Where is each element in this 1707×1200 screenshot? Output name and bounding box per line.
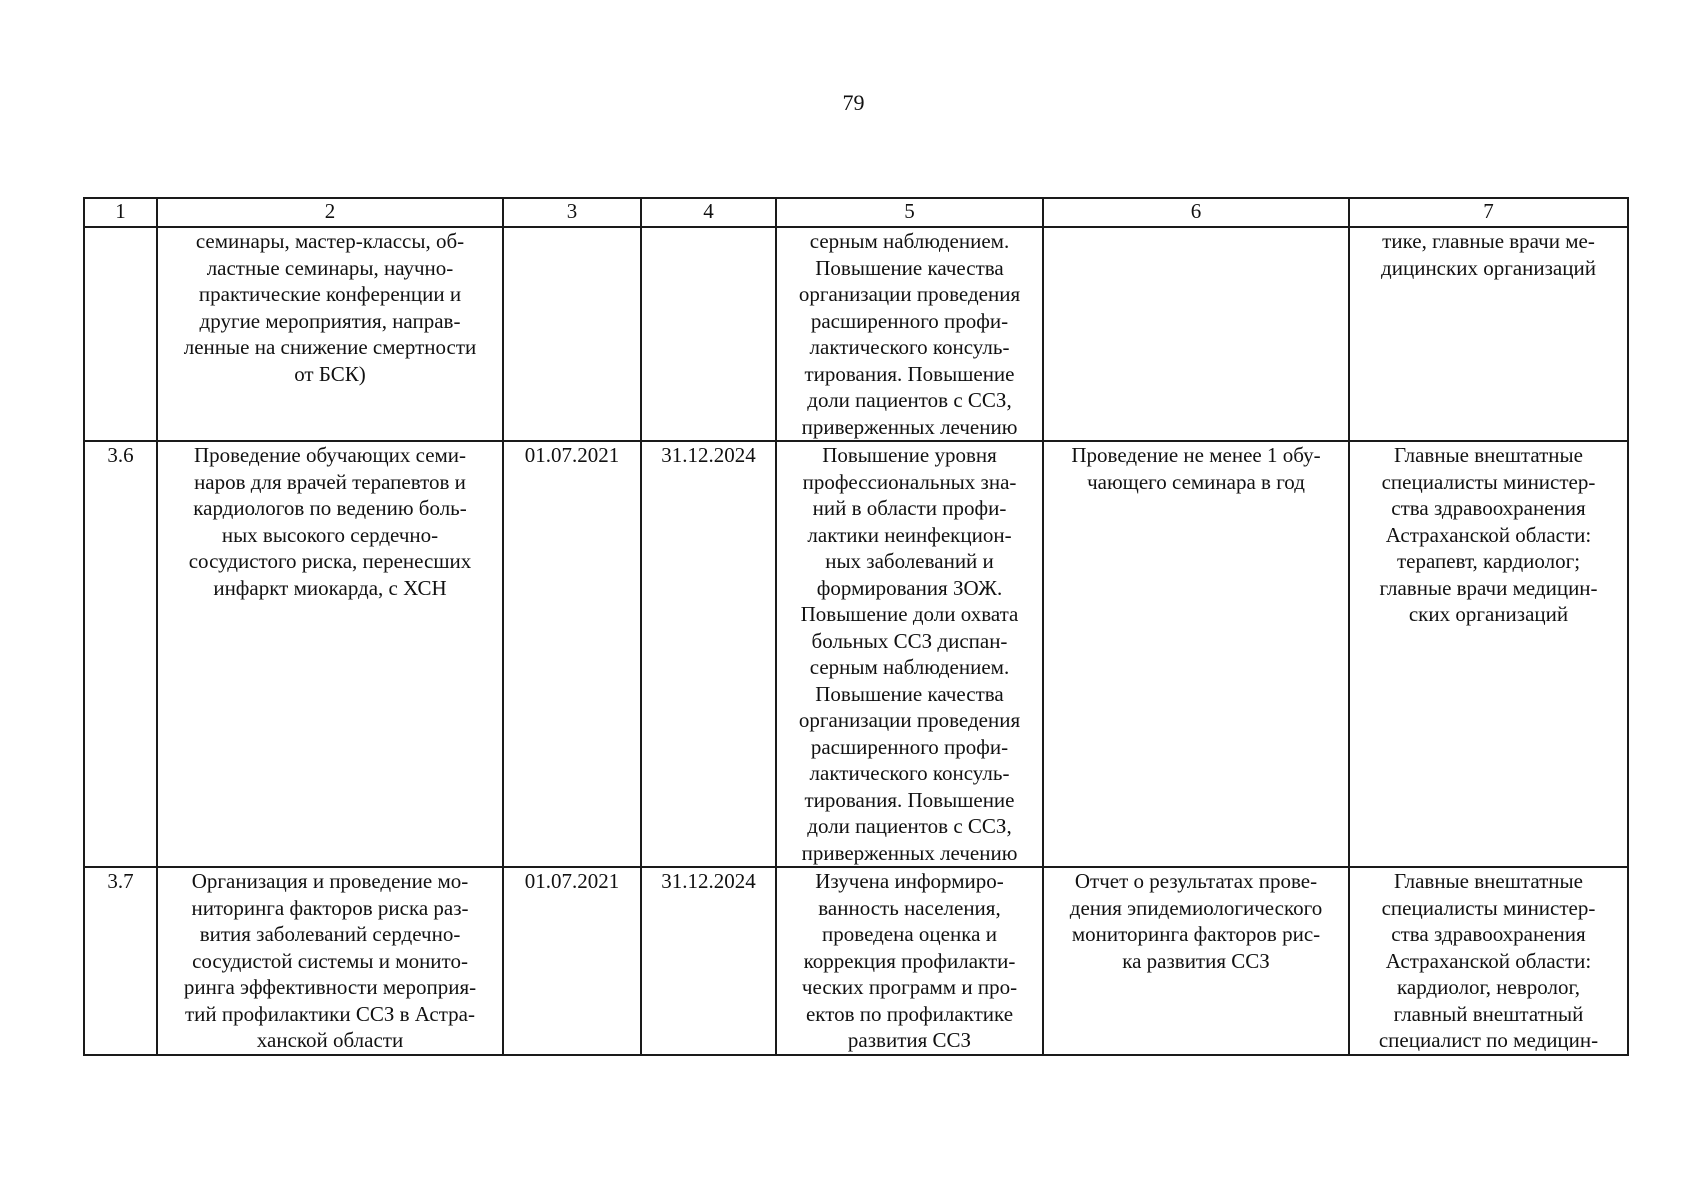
row-number-cell (84, 867, 157, 1055)
column-header-2: 2 (157, 198, 503, 227)
measures-table (83, 197, 1629, 1056)
table-row (84, 867, 1628, 1055)
measure-name: Проведение обучающих семи- наров для врачей терапевтов и кардиологов по ведению боль- ных высокого сердечно- сосудистого риска, перенесших инфаркт миокарда, с ХСН (188, 443, 472, 600)
measure-name: семинары, мастер-классы, об- ластные семинары, научно- практические конференции и другие мероприятия, направ- ленные на снижение смертности от БСК) (183, 229, 477, 386)
column-header-1: 1 (84, 198, 157, 227)
measure-name: Организация и проведение мо- ниторинга факторов риска раз- вития заболеваний сердечно- сосудистой системы и монито- ринга эффективности мероприя- тий профилактики ССЗ в Астра- ханской области (183, 869, 477, 1052)
expected-result: Изучена информиро- ванность населения, проведена оценка и коррекция профилакти- ческих программ и про- ектов по профилактике развития ССЗ (801, 869, 1018, 1052)
end-date: 31.12.2024 (661, 443, 756, 467)
expected-result-cell (776, 441, 1043, 867)
executor: тике, главные врачи ме- дицинских организаций (1381, 229, 1596, 280)
expected-result: Повышение уровня профессиональных зна- ний в области профи- лактики неинфекцион- ных заболеваний и формирования ЗОЖ. Повышение доли охвата больных ССЗ диспан- серным наблюдением. Повышение качества организации проведения расширенного профи- лактического консуль- тирования. Повышение доли пациентов с ССЗ, приверженных лечению (798, 443, 1021, 865)
indicator: Проведение не менее 1 обу- чающего семинара в год (1071, 443, 1321, 494)
page-number: 79 (842, 90, 865, 115)
start-date: 01.07.2021 (524, 443, 620, 467)
start-date-cell (503, 867, 641, 1055)
column-header-3: 3 (503, 198, 641, 227)
measure-name-cell (157, 227, 503, 441)
measure-name-cell (157, 867, 503, 1055)
end-date: 31.12.2024 (661, 869, 756, 893)
table-row (84, 441, 1628, 867)
row-number-cell (84, 227, 157, 441)
executor-cell (1349, 227, 1628, 441)
column-header-4: 4 (641, 198, 776, 227)
end-date-cell (641, 867, 776, 1055)
expected-result: серным наблюдением. Повышение качества организации проведения расширенного профи- лактического консуль- тирования. Повышение доли пациентов с ССЗ, приверженных лечению (798, 229, 1021, 439)
column-header-5: 5 (776, 198, 1043, 227)
indicator: Отчет о результатах прове- дения эпидемиологического мониторинга факторов рис- ка развития ССЗ (1069, 869, 1323, 973)
executor: Главные внештатные специалисты министер- ства здравоохранения Астраханской области: терапевт, кардиолог; главные врачи медицин- ских организаций (1379, 443, 1598, 626)
end-date-cell (641, 227, 776, 441)
table-row (84, 227, 1628, 441)
indicator-cell (1043, 867, 1349, 1055)
start-date: 01.07.2021 (524, 869, 620, 893)
end-date-cell (641, 441, 776, 867)
column-header-7: 7 (1349, 198, 1628, 227)
executor-cell (1349, 441, 1628, 867)
start-date-cell (503, 227, 641, 441)
measure-name-cell (157, 441, 503, 867)
row-number: 3.6 (107, 443, 134, 467)
indicator-cell (1043, 227, 1349, 441)
executor-cell (1349, 867, 1628, 1055)
indicator-cell (1043, 441, 1349, 867)
executor: Главные внештатные специалисты министер- ства здравоохранения Астраханской области: кардиолог, невролог, главный внештатный специалист по медицин- (1378, 869, 1599, 1052)
expected-result-cell (776, 227, 1043, 441)
column-header-6: 6 (1043, 198, 1349, 227)
header-row (84, 198, 1628, 227)
start-date-cell (503, 441, 641, 867)
row-number: 3.7 (107, 869, 134, 893)
row-number-cell (84, 441, 157, 867)
expected-result-cell (776, 867, 1043, 1055)
